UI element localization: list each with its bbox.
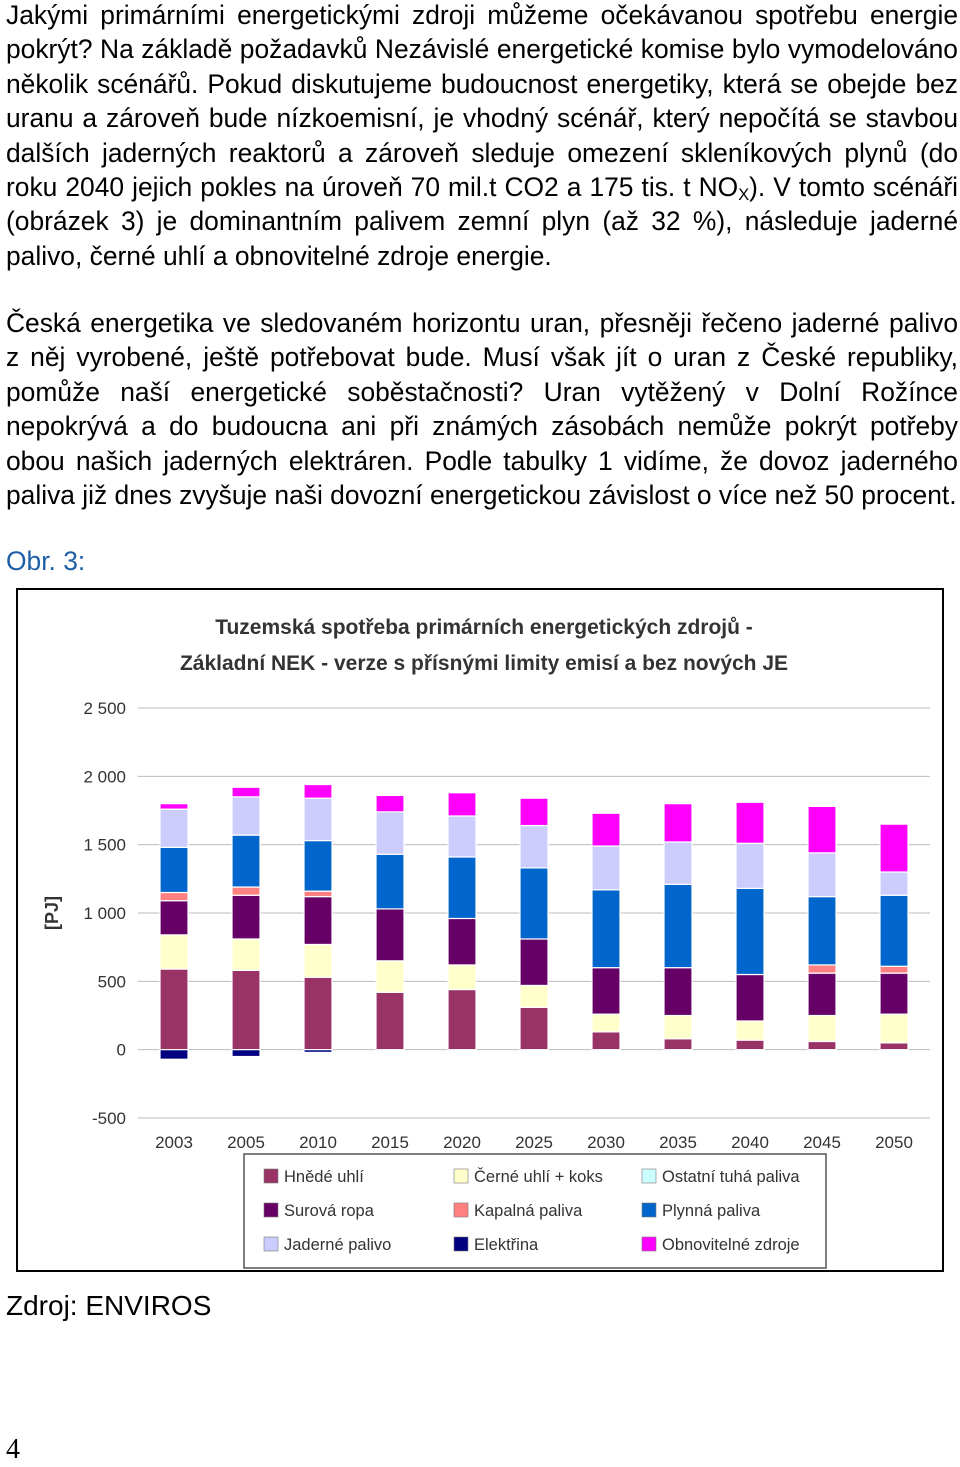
- legend-label-7: Elektřina: [474, 1236, 539, 1254]
- bar-2035-8: [664, 804, 692, 842]
- bar-2035-6: [664, 842, 692, 884]
- bar-2035-3: [664, 968, 692, 1016]
- bar-2030-3: [592, 968, 620, 1014]
- bar-2015-1: [376, 961, 404, 992]
- legend-label-1: Černé uhlí + koks: [474, 1168, 603, 1186]
- bar-2025-5: [520, 868, 548, 939]
- bar-2025-6: [520, 826, 548, 868]
- legend-swatch-2: [642, 1169, 656, 1183]
- bar-2010-1: [304, 944, 332, 977]
- figure-label: Obr. 3:: [6, 546, 86, 576]
- x-tick-label-2005: 2005: [227, 1133, 265, 1152]
- bar-2003-4: [160, 893, 188, 901]
- chart-title-line-1: Tuzemská spotřeba primárních energetických zdrojů -: [215, 616, 753, 639]
- x-tick-label-2003: 2003: [155, 1133, 193, 1152]
- bar-2025-0: [520, 1007, 548, 1049]
- bar-2045-8: [808, 806, 836, 852]
- bar-2003-7: [160, 1050, 188, 1060]
- bar-2040-8: [736, 802, 764, 843]
- paragraph-2: Česká energetika ve sledovaném horizontu uran, přesněji řečeno jaderné palivo z něj vyrobené, ještě potřebovat bude. Musí však jít o uran z České republiky, pomůže naší energetické soběstačnosti? Uran vytěžený v Dolní Rožínce nepokrývá a do budoucna ani při známých zásobách nemůže pokrýt potřeby obou našich jaderných elektráren. Podle tabulky 1 vidíme, že dovoz jaderného paliva již dnes zvyšuje naši dovozní energetickou závislost o více než 50 procent.: [6, 308, 958, 511]
- bar-2010-5: [304, 841, 332, 892]
- x-tick-label-2040: 2040: [731, 1133, 769, 1152]
- bar-2040-6: [736, 843, 764, 888]
- bar-2040-1: [736, 1021, 764, 1040]
- x-tick-label-2045: 2045: [803, 1133, 841, 1152]
- bar-2020-6: [448, 816, 476, 857]
- legend-label-0: Hnědé uhlí: [284, 1168, 364, 1186]
- x-tick-label-2020: 2020: [443, 1133, 481, 1152]
- bar-2005-1: [232, 939, 260, 970]
- nox-subscript: X: [738, 186, 750, 205]
- bar-2040-0: [736, 1040, 764, 1050]
- bar-2015-5: [376, 854, 404, 909]
- bar-2010-8: [304, 785, 332, 799]
- bar-2050-1: [880, 1014, 908, 1043]
- y-tick-label-2000: 2 000: [83, 767, 126, 787]
- bar-2003-1: [160, 935, 188, 969]
- legend-label-5: Plynná paliva: [662, 1202, 761, 1220]
- y-axis-label: [PJ]: [42, 895, 62, 931]
- x-tick-label-2035: 2035: [659, 1133, 697, 1152]
- legend-swatch-8: [642, 1237, 656, 1251]
- bar-2045-5: [808, 897, 836, 965]
- bar-2005-3: [232, 895, 260, 939]
- bar-2005-8: [232, 787, 260, 797]
- y-tick-label-1500: 1 500: [83, 835, 126, 855]
- figure-frame: [16, 588, 944, 1272]
- bar-2035-5: [664, 884, 692, 967]
- y-tick-label--500: -500: [91, 1109, 126, 1128]
- bar-2015-3: [376, 909, 404, 961]
- legend-label-8: Obnovitelné zdroje: [662, 1236, 800, 1254]
- y-tick-label-2500: 2 500: [83, 699, 126, 718]
- bar-2020-8: [448, 793, 476, 816]
- bar-2050-8: [880, 824, 908, 872]
- bar-2010-4: [304, 891, 332, 896]
- bar-2005-5: [232, 835, 260, 887]
- bar-2030-8: [592, 813, 620, 846]
- legend-label-6: Jaderné palivo: [284, 1236, 392, 1254]
- bar-2003-8: [160, 804, 188, 809]
- x-tick-label-2050: 2050: [875, 1133, 913, 1152]
- bar-2010-7: [304, 1050, 332, 1053]
- x-tick-label-2030: 2030: [587, 1133, 625, 1152]
- legend-swatch-0: [264, 1169, 278, 1183]
- bar-2020-3: [448, 918, 476, 964]
- x-tick-label-2015: 2015: [371, 1133, 409, 1152]
- bar-2045-0: [808, 1041, 836, 1049]
- x-tick-label-2025: 2025: [515, 1133, 553, 1152]
- legend-swatch-1: [454, 1169, 468, 1183]
- bar-2005-6: [232, 797, 260, 835]
- bar-2005-0: [232, 970, 260, 1049]
- legend-label-3: Surová ropa: [284, 1202, 374, 1220]
- bar-2050-0: [880, 1043, 908, 1050]
- bar-2050-5: [880, 895, 908, 966]
- chart-svg: [18, 590, 942, 1270]
- legend-swatch-4: [454, 1203, 468, 1217]
- x-tick-label-2010: 2010: [299, 1133, 337, 1152]
- bar-2005-7: [232, 1050, 260, 1057]
- bar-2035-0: [664, 1039, 692, 1050]
- bar-2030-6: [592, 846, 620, 890]
- bar-2020-0: [448, 990, 476, 1050]
- bar-2045-4: [808, 965, 836, 973]
- paragraph-1-tail: ). V tomto scénáři (obrázek 3) je dominantním palivem zemní plyn (až 32 %), následuje jaderné palivo, černé uhlí a obnovitelné zdroje energie.: [6, 172, 959, 271]
- page-number: 4: [6, 1434, 20, 1465]
- source-note: Zdroj: ENVIROS: [6, 1290, 212, 1321]
- bar-2015-0: [376, 992, 404, 1049]
- bar-2050-6: [880, 872, 908, 895]
- bar-2010-0: [304, 977, 332, 1049]
- bar-2045-1: [808, 1016, 836, 1042]
- legend-swatch-5: [642, 1203, 656, 1217]
- bar-2025-3: [520, 939, 548, 985]
- chart-title-line-2: Základní NEK - verze s přísnými limity emisí a bez nových JE: [179, 652, 789, 675]
- bar-2020-1: [448, 965, 476, 990]
- bar-2025-8: [520, 798, 548, 825]
- y-tick-label-1000: 1 000: [83, 904, 126, 923]
- bar-2035-1: [664, 1016, 692, 1039]
- bar-2003-0: [160, 969, 188, 1050]
- bar-2040-3: [736, 975, 764, 1021]
- legend-label-2: Ostatní tuhá paliva: [662, 1168, 800, 1186]
- legend-label-4: Kapalná paliva: [474, 1202, 583, 1220]
- bar-2050-4: [880, 966, 908, 973]
- bar-2045-3: [808, 973, 836, 1015]
- bar-2003-6: [160, 809, 188, 847]
- bar-2030-0: [592, 1032, 620, 1050]
- bar-2020-5: [448, 857, 476, 919]
- bar-2003-5: [160, 847, 188, 892]
- bar-2050-3: [880, 973, 908, 1014]
- bar-2025-1: [520, 985, 548, 1007]
- bar-2015-8: [376, 795, 404, 811]
- bar-2015-6: [376, 812, 404, 854]
- bar-2003-3: [160, 901, 188, 935]
- legend-swatch-7: [454, 1237, 468, 1251]
- bar-2030-5: [592, 890, 620, 968]
- legend-swatch-3: [264, 1203, 278, 1217]
- paragraph-1-text: Jakými primárními energetickými zdroji můžeme očekávanou spotřebu energie pokrýt? Na základě požadavků Nezávislé energetické komise bylo vymodelováno několik scénářů. Pokud diskutujeme budoucnost energetiky, která se obejde bez uranu a zároveň bude nízkoemisní, je vhodný scénář, který nepočítá se stavbou dalších jaderných reaktorů a zároveň sleduje omezení skleníkových plynů (do roku 2040 jejich pokles na úroveň 70 mil.t CO2 a 175 tis. t NO: [6, 0, 958, 203]
- bar-2040-5: [736, 888, 764, 974]
- y-tick-label-500: 500: [97, 972, 126, 992]
- paragraph-1: [6, 0, 958, 273]
- bar-2010-6: [304, 798, 332, 840]
- bar-2010-3: [304, 897, 332, 945]
- bar-2030-1: [592, 1014, 620, 1032]
- bar-2005-4: [232, 887, 260, 895]
- legend-swatch-6: [264, 1237, 278, 1251]
- bar-2045-6: [808, 853, 836, 897]
- y-tick-label-0: 0: [116, 1040, 126, 1060]
